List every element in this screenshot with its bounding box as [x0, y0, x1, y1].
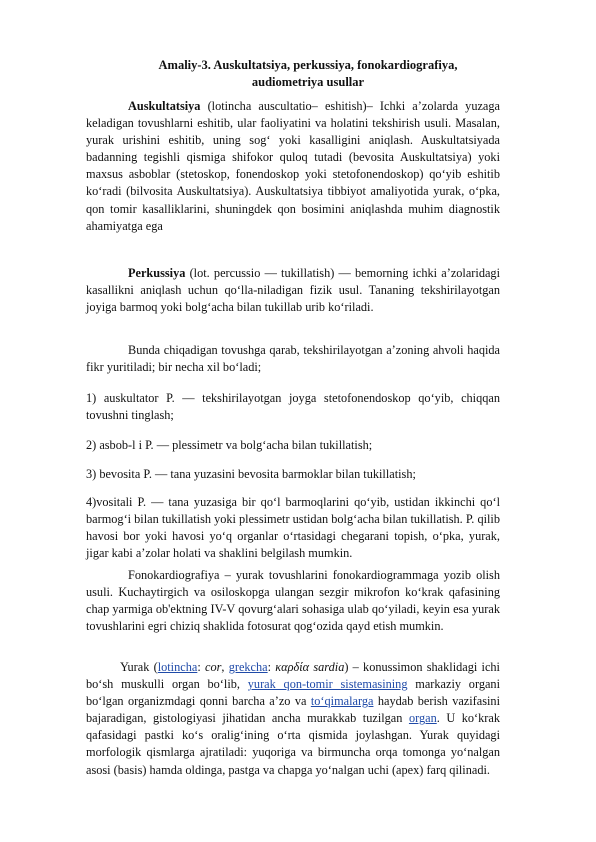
- list-item: 3) bevosita P. — tana yuzasini bevosita barmoklar bilan tukillatish;: [86, 467, 416, 481]
- link-grekcha[interactable]: grekcha: [228, 660, 268, 674]
- yurak-text-4: :: [267, 660, 276, 674]
- paragraph-fonokardiografiya: Fonokardiografiya – yurak tovushlarini fonokardiogrammaga yozib olish usuli. Kuchaytirgich va osiloskopga ulangan sezgir mikrofon ko‘krak qafasining chap yarmiga ob'ektning IV-V qovurg‘alari sohasiga ulab qo‘yiladi, keyin esa yurak tovushlarini egri chiziq shaklida fotosurat qog‘ozida qayd etish mumkin.: [86, 568, 500, 634]
- term-auskultatsiya: Auskultatsiya: [128, 99, 201, 113]
- list-item: 1) auskultator P. — tekshirilayotgan joyga stetofonendoskop qo‘yib, chiqqan tovushni tinglash;: [86, 391, 500, 423]
- yurak-text-7: haydab berish vazifasini bajaradigan, gistologiyasi jihatidan ancha murakkab tuzilgan: [86, 694, 500, 726]
- yurak-text-2: :: [197, 660, 205, 674]
- link-organ[interactable]: organ: [408, 711, 437, 726]
- latin-term: cor: [204, 660, 222, 674]
- page-title: [120, 57, 496, 90]
- list-item: 2) asbob-l i P. — plessimetr va bolg‘acha bilan tukillatish;: [86, 438, 373, 452]
- yurak-text-8: . U ko‘krak qafasidagi pastki ko‘s oralig‘ining o‘rta qismida joylashgan. Yurak quyidagi morfologik qismlarga ajratiladi: yuqoriga va birmuncha orqa tomonga yo‘nalgan asosi (basis) hamda oldinga, pastga va chapga yo‘nalgan uchi (apex) farq qilinadi.: [86, 711, 500, 777]
- auskultatsiya-text: (lotincha auscultatio– eshitish)– Ichki a’zolarda yuzaga keladigan tovushlarni eshitib, ular faoliyatini va holatini tekshirish usuli. Masalan, yurak urishini eshitib, uning sog‘ yoki kasalligini aniqlash. Auskultatsiyada badanning tegishli qismiga shifokor quloq tutadi (bevosita Auskultatsiya) yoki maxsus asboblar (stetoskop, fonendoskop yoki stetofonendoskop) qo‘yib eshitib ko‘radi (bilvosita Auskultatsiya). Auskultatsiya tibbiyot amaliyotida yurak, o‘pka, qon tomir kasalliklarini, shuningdek qon bosimini aniqlashda muhim diagnostik ahamiyatga ega: [86, 99, 500, 233]
- paragraph-auskultatsiya: [86, 98, 500, 235]
- greek-term: καρδία sardia: [275, 660, 345, 674]
- perkussiya-text: (lot. percussio — tukillatish) — bemorning ichki a’zolaridagi kasallikni aniqlash uchun qo‘lla-niladigan fizik usul. Tananing tekshirilayotgan joyiga barmoq yoki bolg‘acha bilan tukillab urib ko‘riladi.: [86, 266, 500, 315]
- list-item: 4)vositali P. — tana yuzasiga bir qo‘l barmoqlarini qo‘yib, ustidan ikkinchi qo‘l barmog‘i bilan tukillatish yoki plessimetr ustidan bolg‘acha bilan tukillatish. P. qilib havosi bor yoki havosi yo‘q organlar o‘rtasidagi chegarani topish, o‘pka, yurak, jigar kabi a’zolar holati va shaklini belgilash mumkin.: [86, 495, 500, 561]
- link-lotincha[interactable]: lotincha: [157, 660, 198, 674]
- paragraph-perkussiya: [86, 265, 500, 316]
- term-perkussiya: Perkussiya: [128, 266, 186, 280]
- yurak-text-1: Yurak (: [120, 660, 158, 674]
- yurak-text-3: ,: [221, 660, 229, 674]
- yurak-text-5: ) – konussimon shaklidagi ichi bo‘sh muskulli organ bo‘lib,: [86, 660, 500, 692]
- title-line-1: Amaliy-3. Auskultatsiya, perkussiya, fonokardiografiya,: [158, 58, 458, 72]
- yurak-text-6: markaziy organi bo‘lgan organizmdagi qonni barcha a’zo va: [86, 677, 501, 709]
- paragraph-intro: Bunda chiqadigan tovushga qarab, tekshirilayotgan a’zoning ahvoli haqida fikr yuritiladi; bir necha xil bo‘ladi;: [86, 343, 500, 375]
- link-toqimalarga[interactable]: to‘qimalarga: [310, 694, 374, 709]
- link-qon-tomir-sistemasi[interactable]: yurak qon-tomir sistemasining: [247, 677, 408, 692]
- title-line-2: audiometriya usullar: [251, 74, 365, 89]
- paragraph-yurak: [86, 659, 500, 779]
